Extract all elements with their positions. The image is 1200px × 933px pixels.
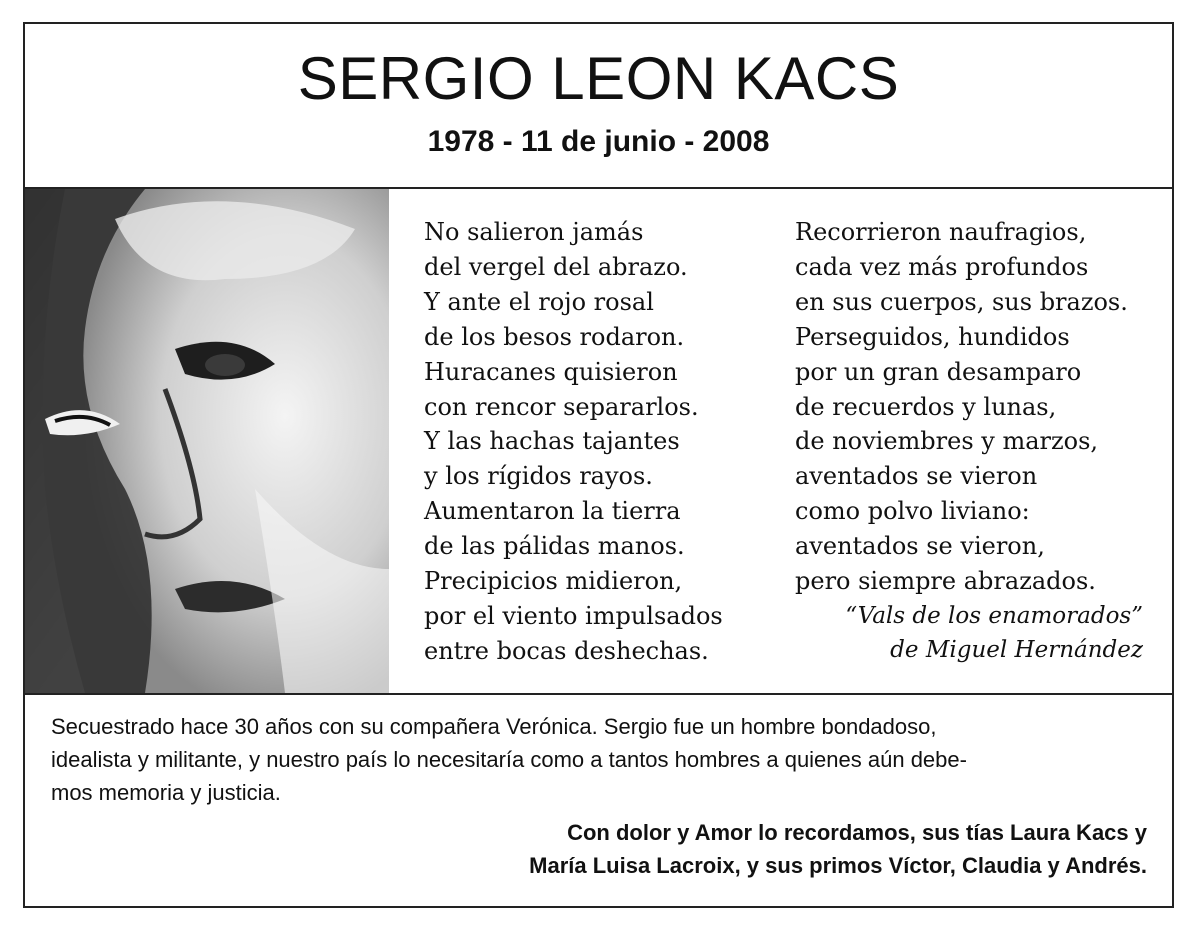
poem-line: aventados se vieron — [795, 462, 1038, 491]
header — [25, 24, 1172, 189]
poem-line: en sus cuerpos, sus brazos. — [795, 287, 1128, 316]
poem-author: de Miguel Hernández — [890, 637, 1143, 663]
poem-line: por un gran desamparo — [795, 357, 1082, 386]
portrait-image — [25, 189, 389, 693]
poem-line: del vergel del abrazo. — [424, 252, 688, 281]
poem-line: cada vez más profundos — [795, 252, 1089, 281]
poem-line: Perseguidos, hundidos — [795, 322, 1070, 351]
poem-attribution — [845, 599, 1143, 667]
poem-line: No salieron jamás — [424, 218, 644, 246]
poem-line: de noviembres y marzos, — [795, 427, 1099, 456]
poem-line: de los besos rodaron. — [424, 322, 685, 351]
poem-line: Aumentaron la tierra — [424, 497, 681, 526]
poem-right-column — [795, 215, 1128, 599]
portrait-photo — [25, 189, 389, 693]
poem-left-column — [424, 215, 723, 669]
memorial-text-line: idealista y militante, y nuestro país lo necesitaría como a tantos hombres a quienes aún debe- — [51, 747, 967, 772]
memorial-text-line: mos memoria y justicia. — [51, 780, 281, 805]
signature-line: Con dolor y Amor lo recordamos, sus tías Laura Kacs y — [567, 820, 1147, 845]
person-name: SERGIO LEON KACS — [297, 45, 900, 112]
poem-line: y los rígidos rayos. — [424, 462, 653, 491]
memorial-text-line: Secuestrado hace 30 años con su compañera Verónica. Sergio fue un hombre bondadoso, — [51, 714, 937, 739]
family-signature — [529, 816, 1147, 882]
poem-line: Recorrieron naufragios, — [795, 218, 1087, 246]
memorial-dates: 1978 - 11 de junio - 2008 — [427, 125, 770, 158]
poem-line: con rencor separarlos. — [424, 392, 699, 421]
poem-line: de recuerdos y lunas, — [795, 392, 1057, 421]
poem-line: por el viento impulsados — [424, 601, 723, 630]
poem-line: entre bocas deshechas. — [424, 636, 709, 665]
signature-line: María Luisa Lacroix, y sus primos Víctor, Claudia y Andrés. — [529, 853, 1147, 878]
poem-line: como polvo liviano: — [795, 497, 1030, 526]
poem-line: Precipicios midieron, — [424, 567, 683, 596]
poem-line: Y las hachas tajantes — [424, 427, 680, 456]
poem-line: Huracanes quisieron — [424, 357, 678, 386]
poem-line: Y ante el rojo rosal — [424, 287, 654, 316]
poem-line: aventados se vieron, — [795, 532, 1045, 561]
memorial-text — [51, 710, 1151, 809]
poem-line: pero siempre abrazados. — [795, 567, 1096, 596]
poem-line: de las pálidas manos. — [424, 532, 685, 561]
poem-title: “Vals de los enamorados” — [845, 603, 1143, 629]
